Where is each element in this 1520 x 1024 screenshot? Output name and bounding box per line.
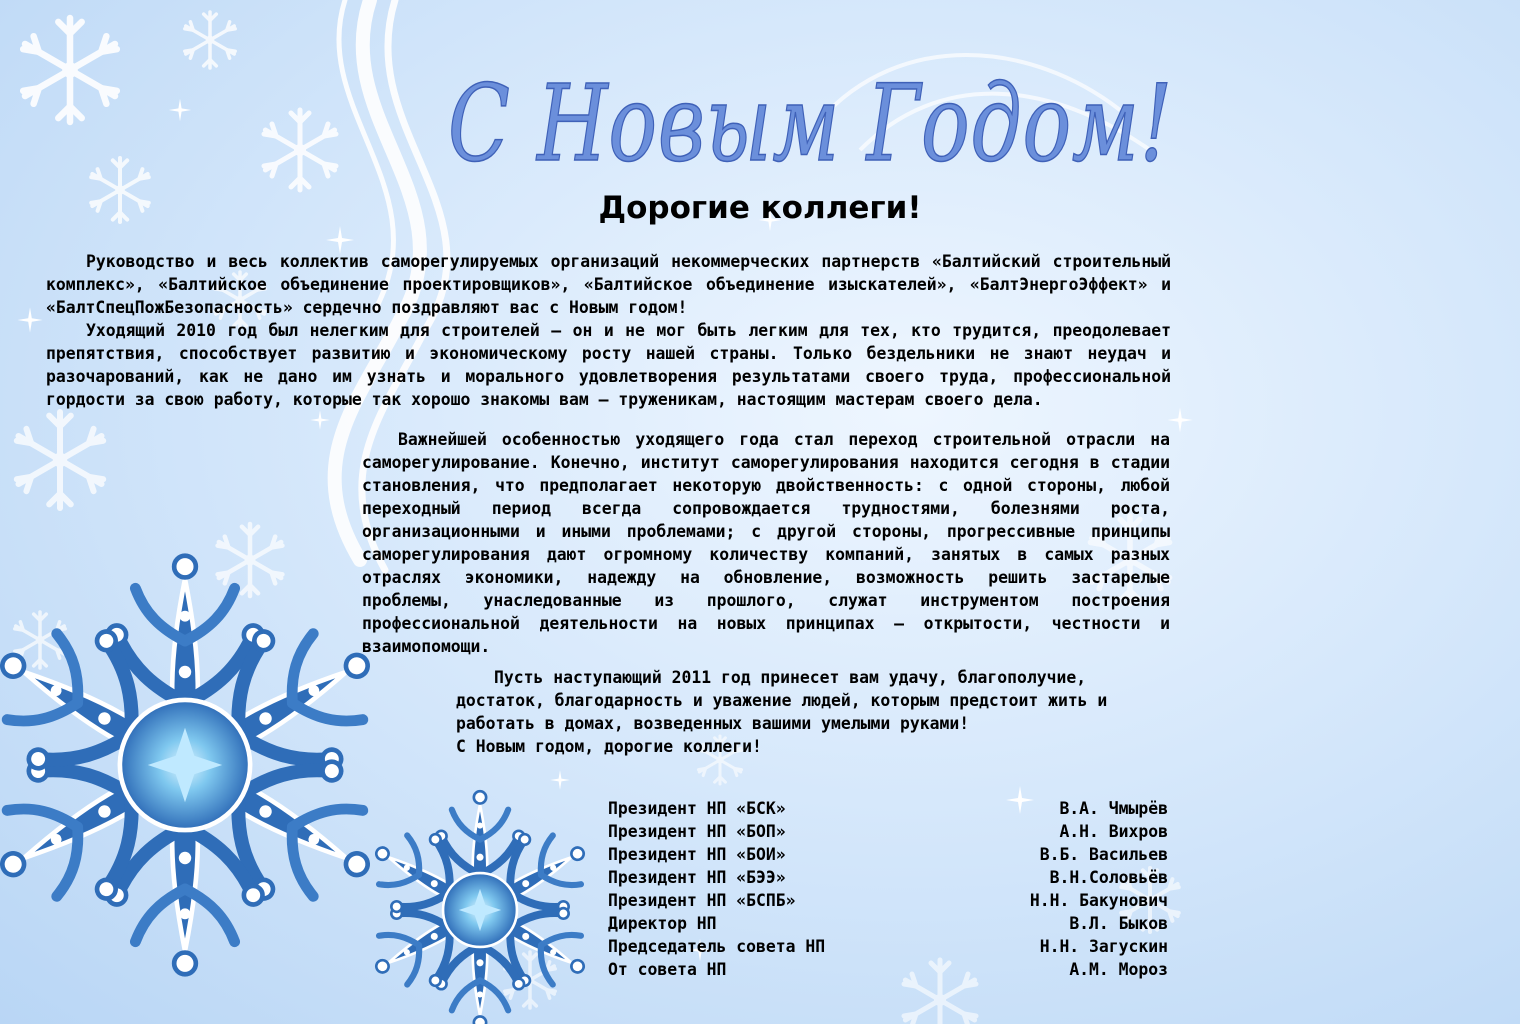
signature-row: [608, 820, 1168, 843]
signature-role: Председатель совета НП: [608, 937, 826, 956]
signature-name: Н.Н. Загускин: [1039, 937, 1168, 956]
signature-row: [608, 958, 1168, 981]
signature-name: В.Н.Соловьёв: [1049, 868, 1168, 887]
signature-row: [608, 912, 1168, 935]
signature-name: А.М. Мороз: [1069, 960, 1168, 979]
greeting-script-text: С Новым Годом!: [448, 62, 1173, 185]
signature-row: [608, 797, 1168, 820]
signature-name: А.Н. Вихров: [1059, 822, 1168, 841]
page-heading: Дорогие коллеги!: [598, 190, 922, 226]
signature-role: Президент НП «БОИ»: [608, 845, 786, 864]
paragraph-intro: Руководство и весь коллектив саморегулируемых организаций некоммерческих партнерств «Балтийский строительный комплекс», «Балтийское объединение проектировщиков», «Балтийское объединение изыскателей», «БалтЭнергоЭффект» и «БалтСпецПожБезопасность» сердечно поздравляют вас с Новым годом!: [46, 252, 1171, 317]
signature-role: Директор НП: [608, 914, 717, 933]
signature-name: В.Л. Быков: [1069, 914, 1168, 933]
signature-role: Президент НП «БЭЭ»: [608, 868, 786, 887]
signature-row: [608, 935, 1168, 958]
signature-row: [608, 866, 1168, 889]
greeting-script-title: [440, 20, 1180, 200]
signature-name: Н.Н. Бакунович: [1029, 891, 1168, 910]
signature-name: В.Б. Васильев: [1039, 845, 1168, 864]
signature-block: [608, 797, 1168, 981]
signature-name: В.А. Чмырёв: [1059, 799, 1168, 818]
signature-row: [608, 843, 1168, 866]
signature-role: Президент НП «БСПБ»: [608, 891, 796, 910]
signature-role: Президент НП «БСК»: [608, 799, 786, 818]
paragraph-year-review: Уходящий 2010 год был нелегким для строителей – он и не мог быть легким для тех, кто трудится, преодолевает препятствия, способствует развитию и экономическому росту нашей страны. Только бездельники не знают неудач и разочарований, как не дано им узнать и морального удовлетворения результатами своего труда, профессиональной гордости за свою работу, которые так хорошо знакомы вам – труженикам, настоящим мастерам своего дела.: [46, 321, 1171, 409]
paragraph-closing: С Новым годом, дорогие коллеги!: [456, 737, 762, 756]
paragraph-wishes: Пусть наступающий 2011 год принесет вам удачу, благополучие, достаток, благодарность и уважение людей, которым предстоит жить и работать в домах, возведенных вашими умелыми руками!: [456, 668, 1108, 733]
signature-role: Президент НП «БОП»: [608, 822, 786, 841]
signature-row: [608, 889, 1168, 912]
paragraph-self-regulation: Важнейшей особенностью уходящего года стал переход строительной отрасли на саморегулирование. Конечно, институт саморегулирования находится сегодня в стадии становления, что предполагает некоторую двойственность: с одной стороны, любой переходный период всегда сопровождается трудностями, болезнями роста, организационными и иными проблемами; с другой стороны, прогрессивные принципы саморегулирования дают огромному количеству компаний, занятых в самых разных отраслях экономики, надежду на обновление, возможность решить застарелые проблемы, унаследованные из прошлого, служат инструментом построения профессиональной деятельности на новых принципах – открытости, честности и взаимопомощи.: [362, 430, 1170, 656]
signature-role: От совета НП: [608, 960, 727, 979]
